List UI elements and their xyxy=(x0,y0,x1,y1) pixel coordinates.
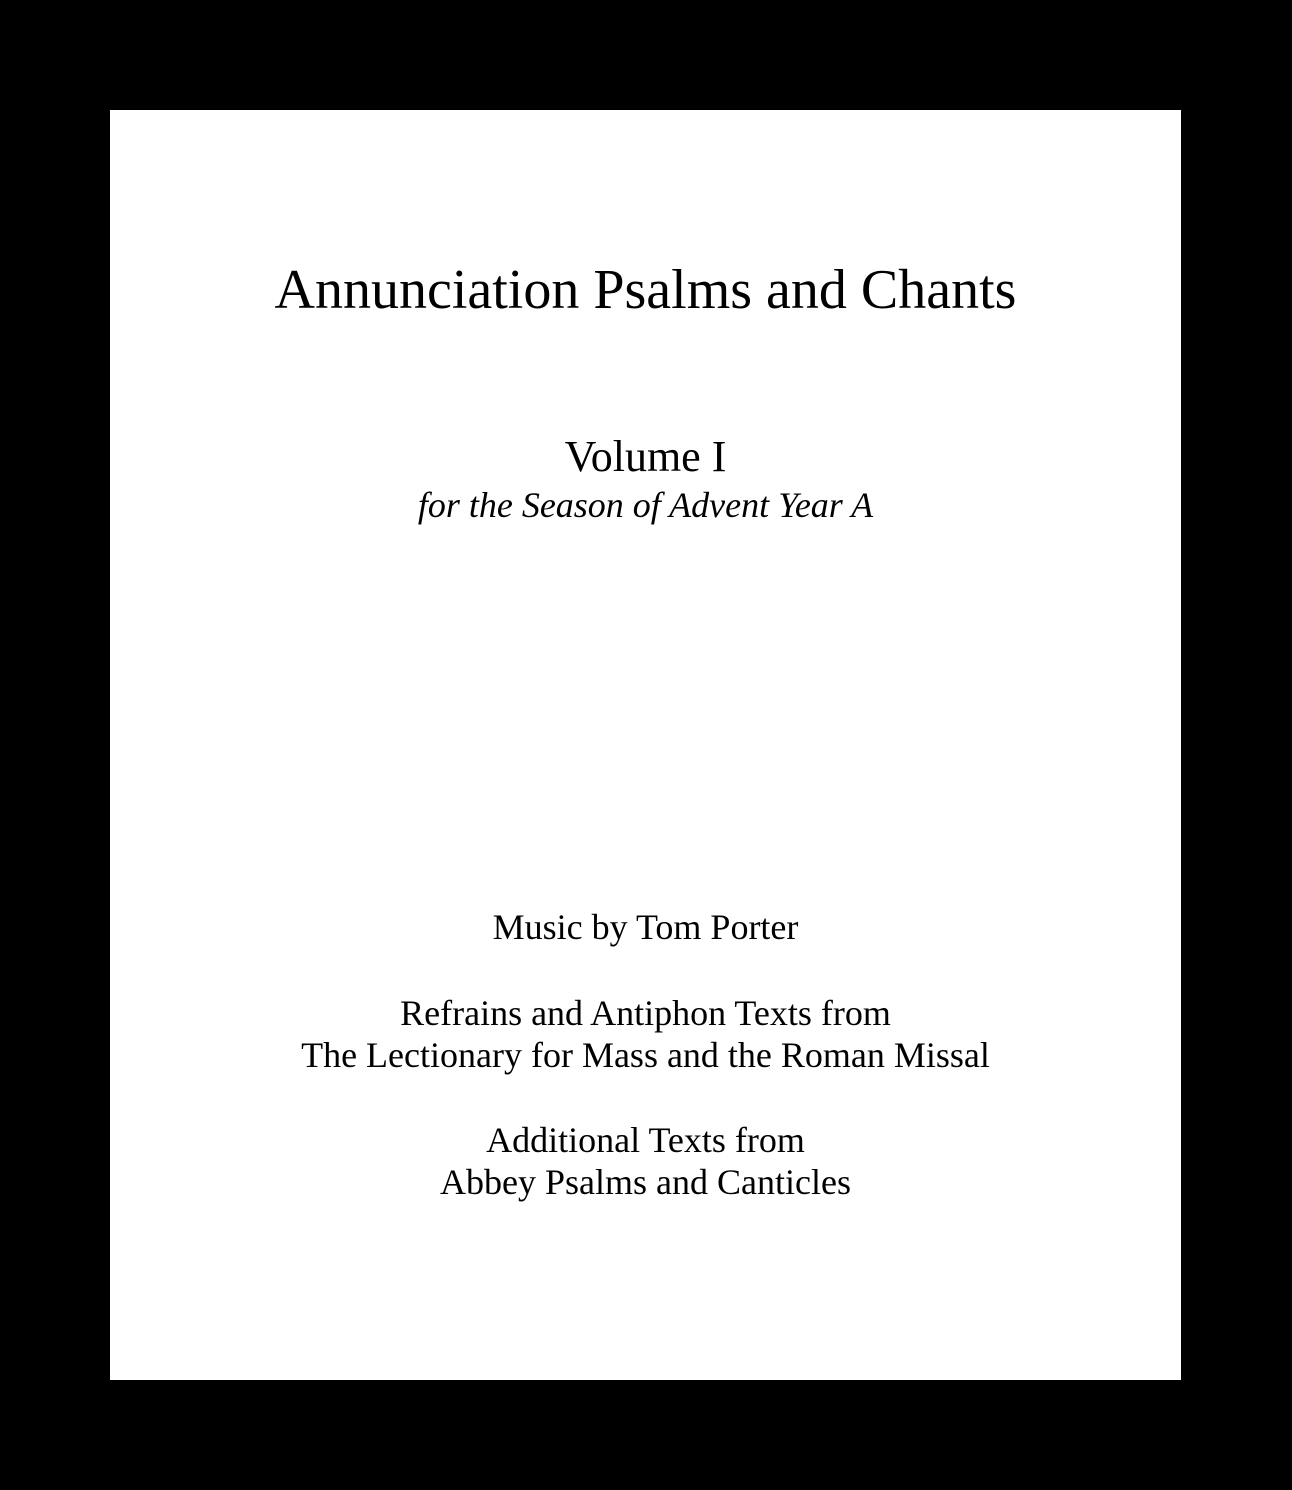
book-title: Annunciation Psalms and Chants xyxy=(274,259,1017,321)
title-page xyxy=(110,110,1181,1380)
refrains-credit-line-1: Refrains and Antiphon Texts from xyxy=(400,993,891,1033)
additional-texts-line-1: Additional Texts from xyxy=(486,1120,805,1160)
season-subtitle: for the Season of Advent Year A xyxy=(417,485,874,525)
refrains-credit-line-2: The Lectionary for Mass and the Roman Missal xyxy=(301,1035,990,1075)
volume-label: Volume I xyxy=(564,432,727,481)
music-credit: Music by Tom Porter xyxy=(492,907,799,947)
additional-texts-line-2: Abbey Psalms and Canticles xyxy=(440,1162,851,1202)
